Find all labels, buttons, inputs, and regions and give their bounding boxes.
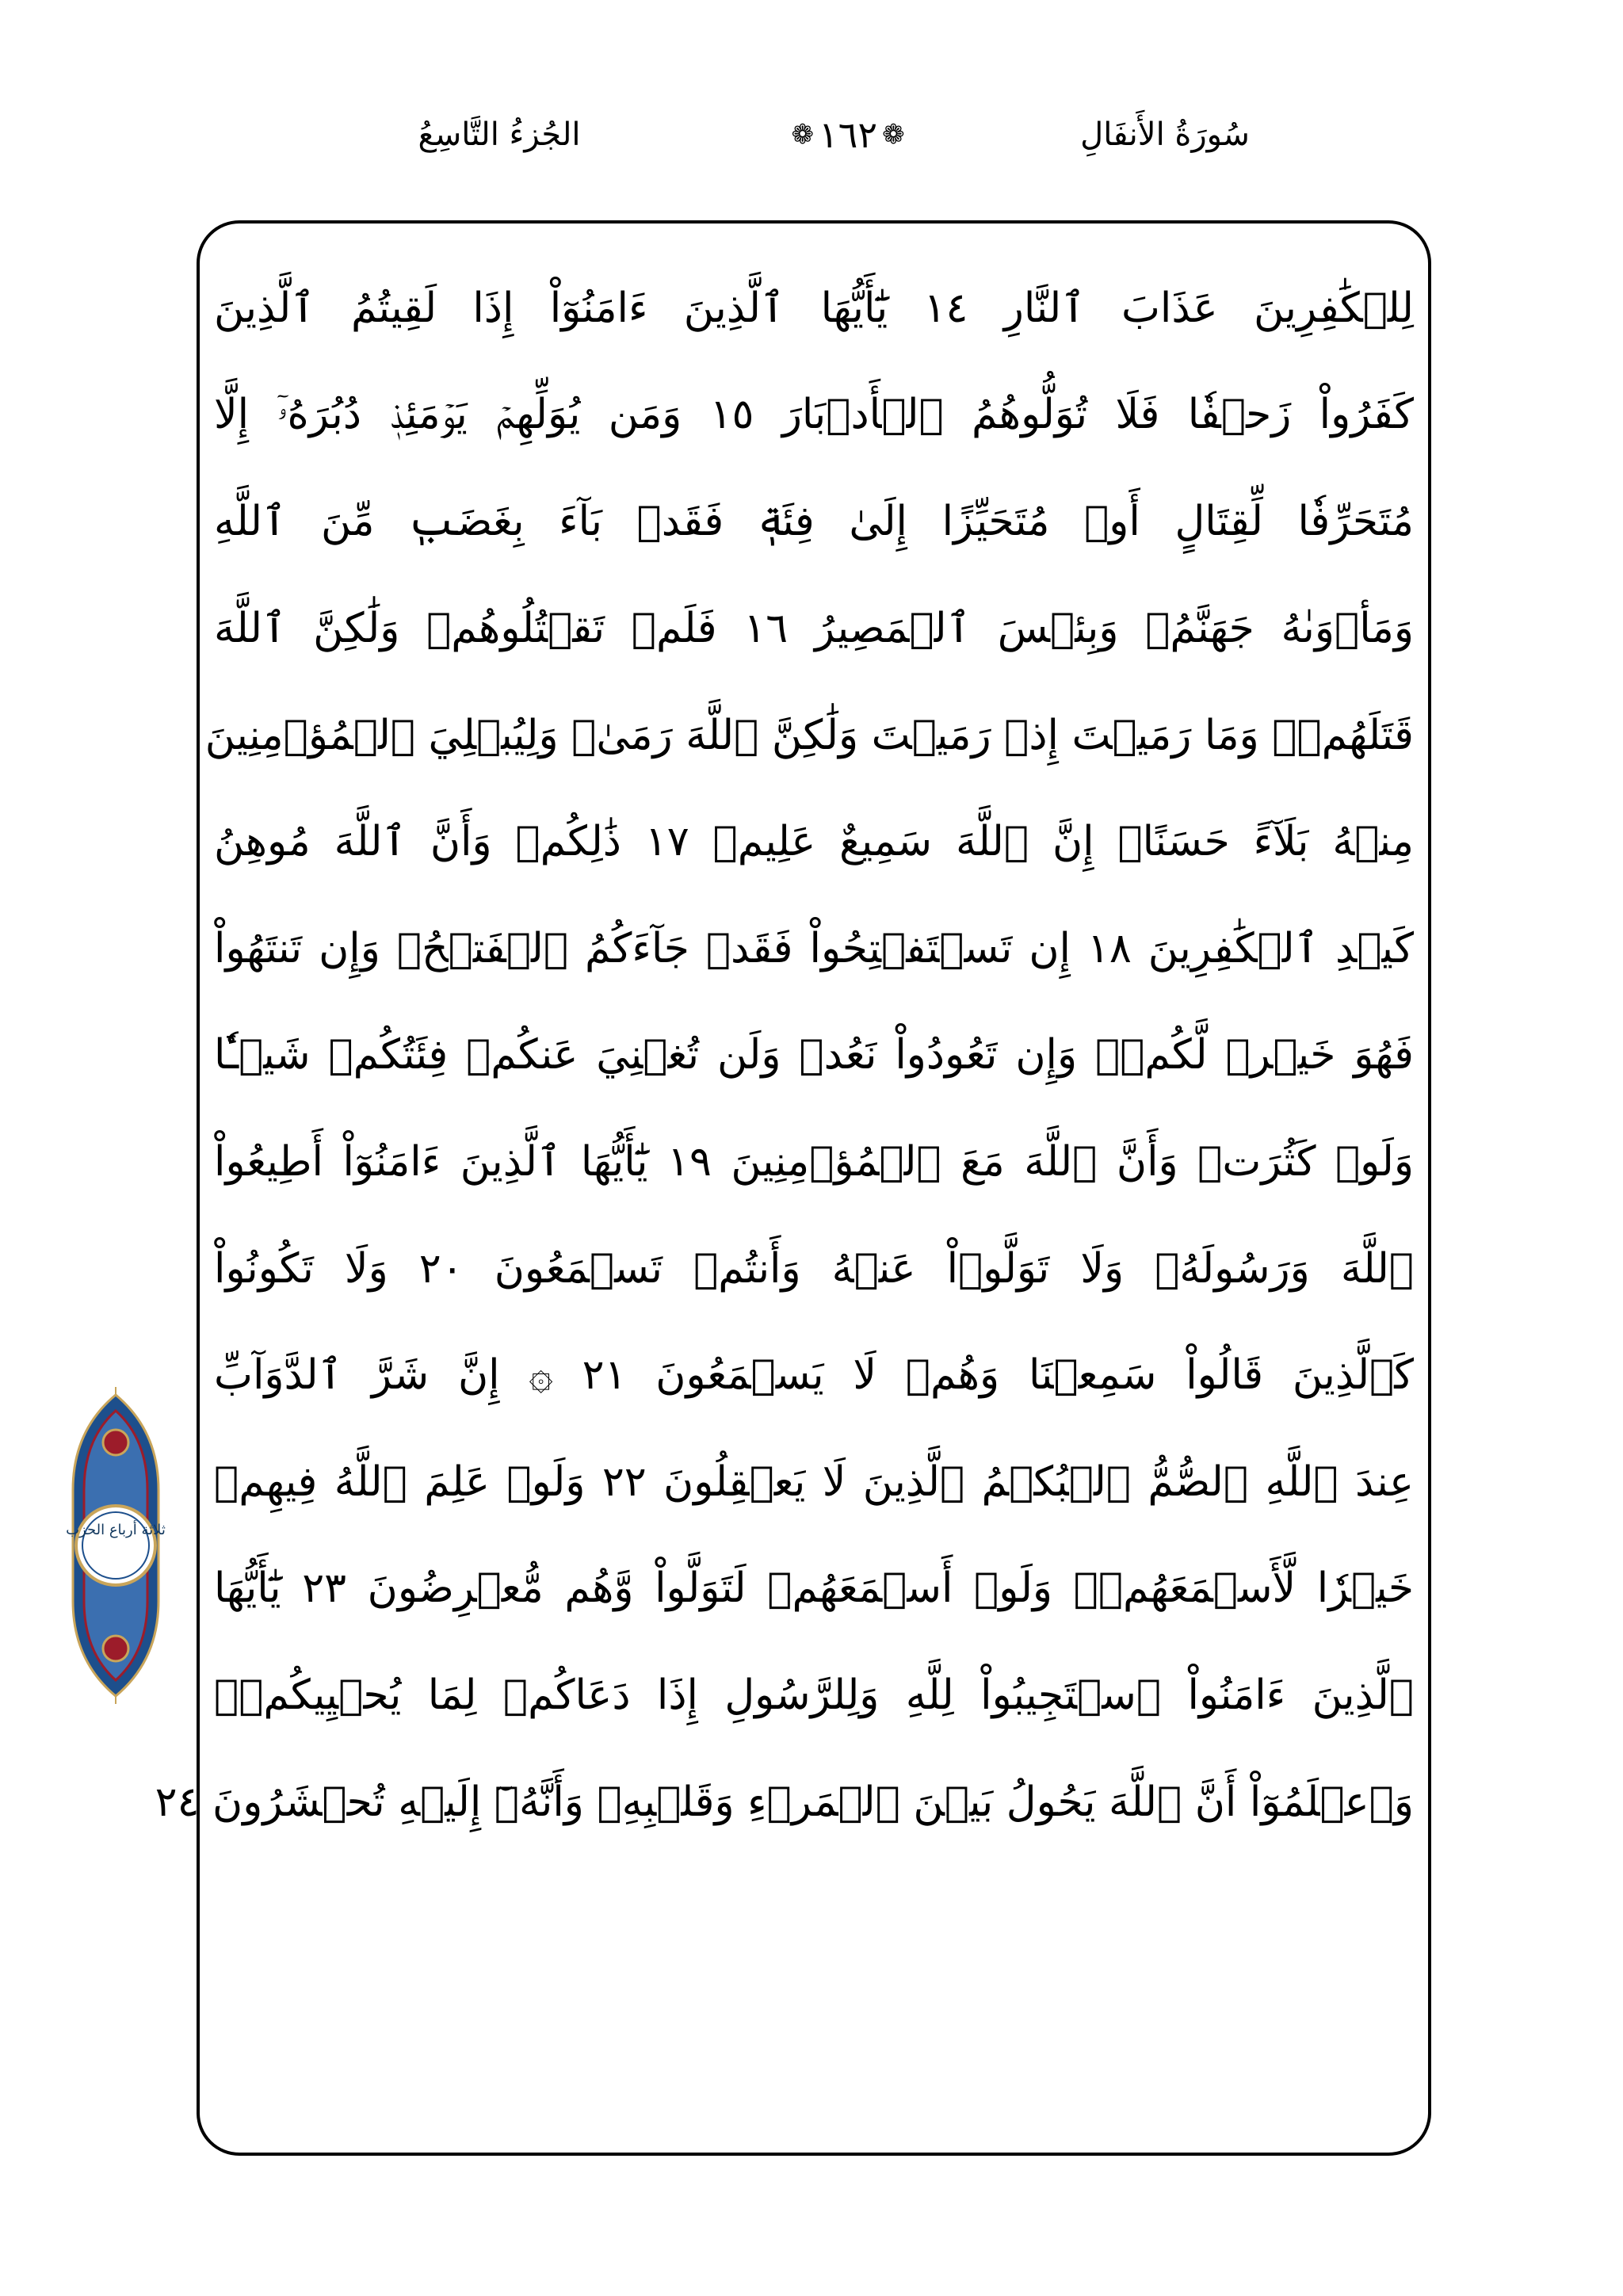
page-number-header [753,103,943,166]
text-line: عِندَ ٱللَّهِ ٱلصُّمُّ ٱلۡبُكۡمُ ٱلَّذِينَ لَا يَعۡقِلُونَ ٢٢ وَلَوۡ عَلِمَ ٱللَّهُ فِيهِمۡ [214,1457,1414,1506]
surah-name-header [1078,103,1252,166]
hizb-marker-ornament [65,1387,166,1704]
text-line: فَهُوَ خَيۡرٞ لَّكُمۡۖ وَإِن تَعُودُواْ نَعُدۡ وَلَن تُغۡنِيَ عَنكُمۡ فِئَتُكُمۡ شَيۡـٔٗا [214,1031,1414,1079]
text-line: كَيۡدِ ٱلۡكَٰفِرِينَ ١٨ إِن تَسۡتَفۡتِحُواْ فَقَدۡ جَآءَكُمُ ٱلۡفَتۡحُۖ وَإِن تَنتَهُواْ [214,924,1414,972]
text-line: ٱللَّهَ وَرَسُولَهُۥ وَلَا تَوَلَّوۡاْ عَنۡهُ وَأَنتُمۡ تَسۡمَعُونَ ٢٠ وَلَا تَكُونُواْ [214,1244,1415,1293]
text-line: لِلۡكَٰفِرِينَ عَذَابَ ٱلنَّارِ ١٤ يَٰٓأَيُّهَا ٱلَّذِينَ ءَامَنُوٓاْ إِذَا لَقِيتُمُ ٱلَّذِينَ [214,285,1414,333]
text-line: وَمَأۡوَىٰهُ جَهَنَّمُۖ وَبِئۡسَ ٱلۡمَصِيرُ ١٦ فَلَمۡ تَقۡتُلُوهُمۡ وَلَٰكِنَّ ٱللَّهَ [214,605,1414,653]
surah-name: سُورَةُ الأَنفَالِ [1080,117,1250,153]
text-line: مُتَحَرِّفٗا لِّقِتَالٍ أَوۡ مُتَحَيِّزًا إِلَىٰ فِئَةٖ فَقَدۡ بَآءَ بِغَضَبٖ مِّنَ ٱللَّهِ [214,498,1414,546]
text-line: وَٱعۡلَمُوٓاْ أَنَّ ٱللَّهَ يَحُولُ بَيۡنَ ٱلۡمَرۡءِ وَقَلۡبِهِۦ وَأَنَّهُۥٓ إِلَيۡهِ تُحۡشَرُونَ ٢٤ [155,1778,1414,1826]
juz-name: الجُزءُ التَّاسِعُ [418,117,581,153]
text-line: وَلَوۡ كَثُرَتۡ وَأَنَّ ٱللَّهَ مَعَ ٱلۡمُؤۡمِنِينَ ١٩ يَٰٓأَيُّهَا ٱلَّذِينَ ءَامَنُوٓاْ أَطِيعُواْ [214,1138,1414,1186]
text-line: قَتَلَهُمۡۚ وَمَا رَمَيۡتَ إِذۡ رَمَيۡتَ وَلَٰكِنَّ ٱللَّهَ رَمَىٰۚ وَلِيُبۡلِيَ ٱلۡمُؤۡمِنِينَ [204,711,1414,759]
ornament-right-icon: ❁ [882,119,905,151]
quran-text-block [155,255,1415,2134]
text-line: كَٱلَّذِينَ قَالُواْ سَمِعۡنَا وَهُمۡ لَا يَسۡمَعُونَ ٢١ ۞ إِنَّ شَرَّ ٱلدَّوَآبِّ [214,1351,1414,1400]
juz-name-header [396,103,602,166]
text-line: مِنۡهُ بَلَآءً حَسَنًاۚ إِنَّ ٱللَّهَ سَمِيعٌ عَلِيمٞ ١٧ ذَٰلِكُمۡ وَأَنَّ ٱللَّهَ مُوهِنُ [214,818,1414,866]
page-number: ١٦٢ [818,113,878,156]
ornament-left-icon: ❁ [791,119,814,151]
text-line: ٱلَّذِينَ ءَامَنُواْ ٱسۡتَجِيبُواْ لِلَّهِ وَلِلرَّسُولِ إِذَا دَعَاكُمۡ لِمَا يُحۡيِيكُمۡۖ [214,1671,1414,1720]
text-line: خَيۡرٗا لَّأَسۡمَعَهُمۡۖ وَلَوۡ أَسۡمَعَهُمۡ لَتَوَلَّواْ وَّهُم مُّعۡرِضُونَ ٢٣ يَٰٓأَيُّهَا [214,1564,1414,1613]
text-line: كَفَرُواْ زَحۡفٗا فَلَا تُوَلُّوهُمُ ٱلۡأَدۡبَارَ ١٥ وَمَن يُوَلِّهِمۡ يَوۡمَئِذٖ دُبُرَهُۥٓ إِلَّا [214,391,1414,439]
hizb-label: ثلاثة أرباع الحزب [66,1522,166,1538]
hizb-ornament-icon [65,1387,166,1704]
